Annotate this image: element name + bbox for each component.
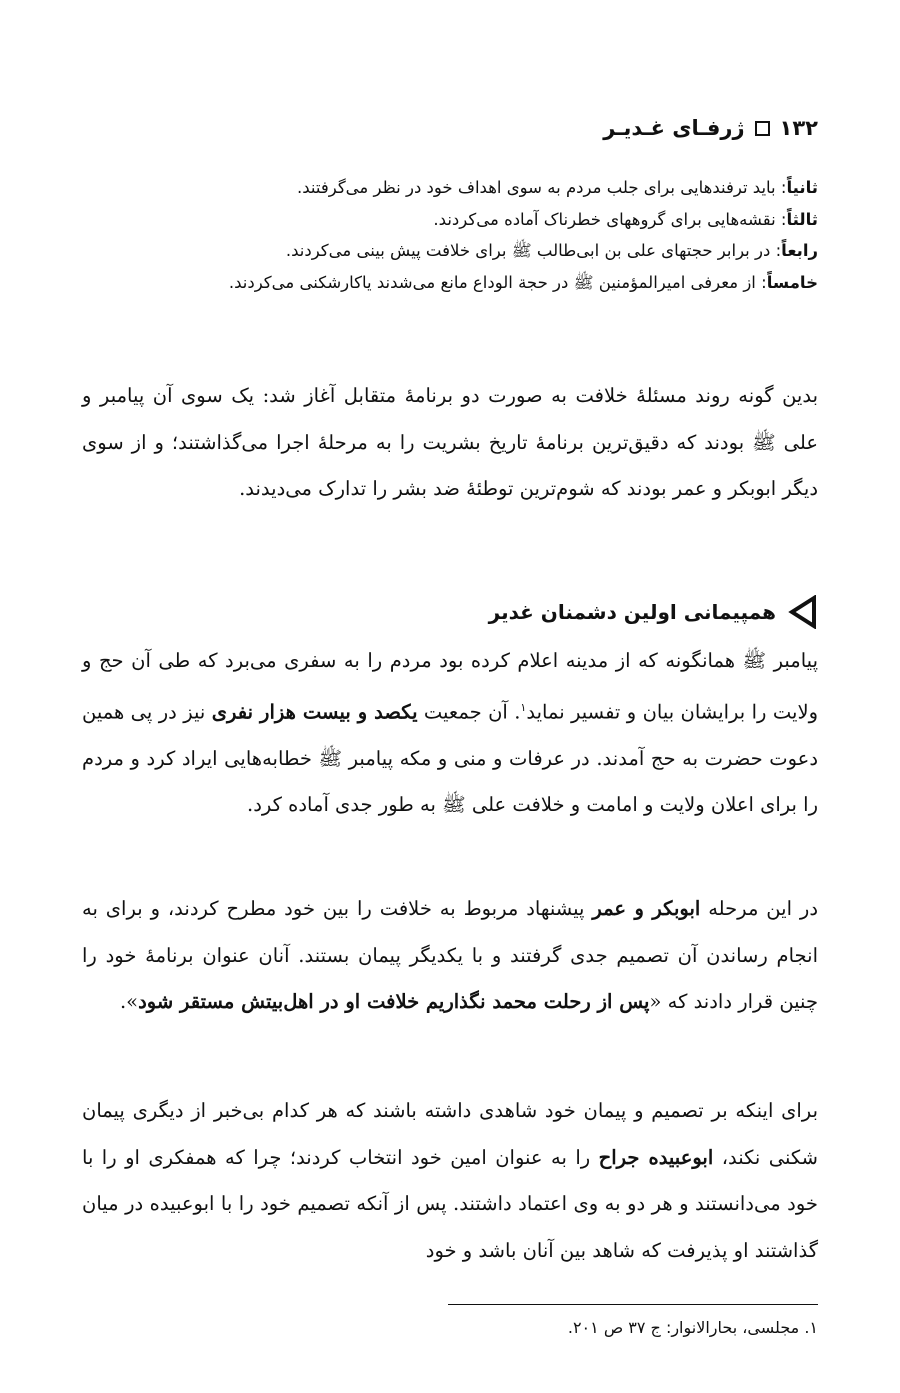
page-number: ۱۳۲ — [779, 116, 818, 140]
paragraph: پیامبر ﷺ همانگونه که از مدینه اعلام کرده بود مردم را به سفری می‌برد که طی آن حج و ولایت را برایشان بیان و تفسیر نماید$^۱$. آن جمعیت یکصد و بیست هزار نفری نیز در پی همین دعوت حضرت به حج آمدند. در عرفات و منی و مکه پیامبر ﷺ خطابه‌هایی ایراد کرد و مردم را برای اعلان ولایت و امامت و خلافت علی ﷺ به طور جدی آماده کرد. — [82, 649, 818, 816]
footnote: ۱. مجلسی، بحارالانوار: ج ۳۷ ص ۲۰۱. — [567, 1318, 818, 1337]
footnote-reference[interactable]: ۱ — [520, 700, 527, 714]
list-item: رابعاً: در برابر حجتهای علی بن ابی‌طالب ﷺ برای خلافت پیش بینی می‌کردند. — [285, 241, 818, 260]
paragraph: در این مرحله ابوبکر و عمر پیشنهاد مربوط به خلافت را بین خود مطرح کردند، و برای به انجام رساندن آن تصمیم جدی گرفتند و با یکدیگر پیمان بستند. آنان عنوان برنامهٔ خود را چنین قرار دادند که «پس از رحلت محمد نگذاریم خلافت او در اهل‌بیتش مستقر شود». — [82, 897, 818, 1013]
list-item: خامساً: از معرفی امیرالمؤمنین ﷺ در حجة الوداع مانع می‌شدند یاکارشکنی می‌کردند. — [228, 272, 818, 292]
paragraph: بدین گونه روند مسئلهٔ خلافت به صورت دو برنامهٔ متقابل آغاز شد: یک سوی آن پیامبر و علی ﷺ بودند که دقیق‌ترین برنامهٔ تاریخ بشریت را به مرحلهٔ اجرا می‌گذاشتند؛ و از سوی دیگر ابوبکر و عمر بودند که شوم‌ترین توطئهٔ ضد بشر را تدارک می‌دیدند. — [82, 384, 818, 500]
square-icon — [755, 121, 770, 136]
page-header — [603, 116, 818, 140]
points-list — [78, 172, 818, 298]
paragraph: برای اینکه بر تصمیم و پیمان خود شاهدی داشته باشند که هر کدام بی‌خبر از دیگری پیمان شکنی نکند، ابوعبیده جراح را به عنوان امین خود انتخاب کردند؛ چرا که همفکری او را با خود می‌دانستند و هر دو به وی اعتماد داشتند. پس از آنکه تصمیم خود را با ابوعبیده در میان گذاشتند او پذیرفت که شاهد بین آنان باشد و خود — [82, 1099, 819, 1262]
footnote-divider — [448, 1304, 818, 1305]
list-item: ثالثاً: نقشه‌هایی برای گروههای خطرناک آماده می‌کردند. — [433, 209, 818, 229]
book-title: ژرفـای غـدیـر — [603, 116, 745, 140]
triangle-marker-icon — [788, 595, 818, 629]
section-heading — [489, 595, 818, 629]
section-title: همپیمانی اولین دشمنان غدیر — [488, 600, 776, 624]
list-item: ثانیاً: باید ترفندهایی برای جلب مردم به سوی اهداف خود در نظر می‌گرفتند. — [296, 178, 818, 197]
